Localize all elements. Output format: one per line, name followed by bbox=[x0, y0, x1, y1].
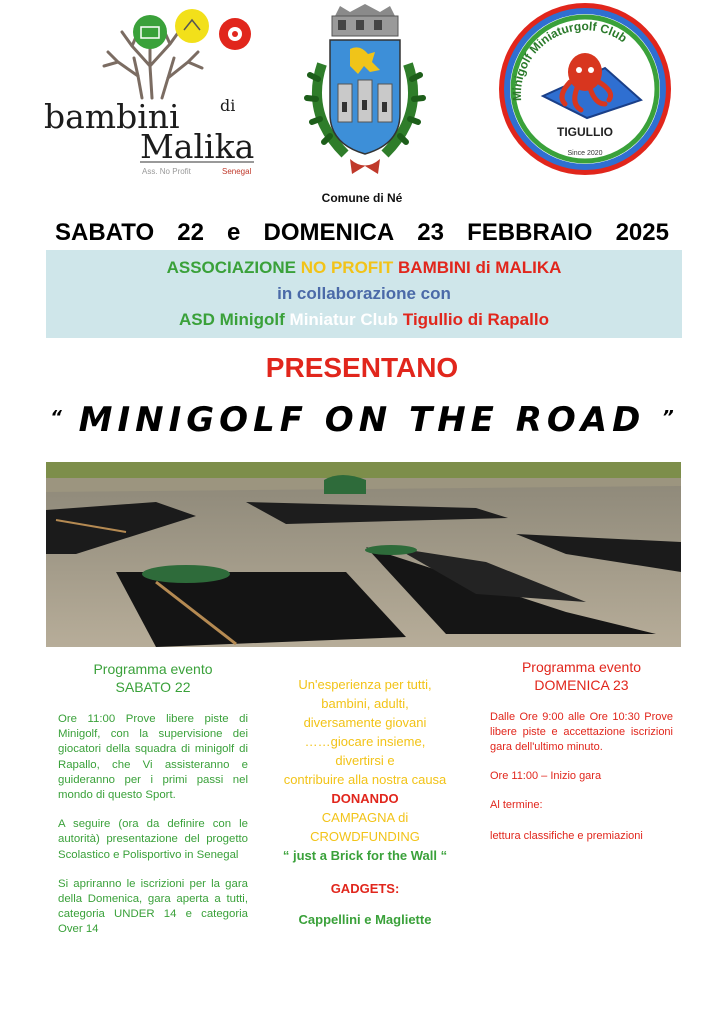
date-word: FEBBRAIO bbox=[467, 219, 593, 246]
campaign-label: CAMPAGNA di bbox=[321, 810, 409, 825]
sunday-paragraph-3: Al termine: bbox=[490, 799, 543, 811]
sunday-paragraph-1: Dalle Ore 9:00 alle Ore 10:30 Prove libere piste e accettazione iscrizioni gara dell'ultimo minuto. bbox=[490, 711, 673, 753]
event-dates bbox=[55, 219, 669, 247]
svg-text:Minigolf Miniaturgolf Club: Minigolf Miniaturgolf Club bbox=[509, 19, 630, 102]
saturday-paragraph-1: Ore 11:00 Prove libere piste di Minigolf, con la supervisione dei giocatori della squadra di minigolf di Rapallo, che Vi assisteranno e guideranno per i primi passi nel mondo di questo Sport. bbox=[58, 713, 248, 802]
date-word: SABATO bbox=[55, 219, 155, 246]
campaign-text-line: diversamente giovani bbox=[303, 715, 427, 730]
organizers-line-1: ASSOCIAZIONE NO PROFIT BAMBINI di MALIKA bbox=[166, 258, 562, 277]
svg-text:Ass. No Profit: Ass. No Profit bbox=[142, 167, 191, 176]
saturday-paragraph-2: A seguire (ora da definire con le autorità) presentazione del progetto Scolastico e Polisportivo in Senegal bbox=[58, 818, 248, 861]
organizers-line-3: ASD Minigolf Miniatur Club Tigullio di Rapallo bbox=[179, 310, 549, 329]
svg-text:Malika: Malika bbox=[140, 127, 255, 166]
svg-text:TIGULLIO: TIGULLIO bbox=[557, 125, 613, 139]
campaign-text-line: Un'esperienza per tutti, bbox=[298, 677, 432, 692]
date-word: DOMENICA bbox=[263, 219, 395, 246]
campaign-text-line: divertirsi e bbox=[335, 753, 395, 768]
svg-text:Since 2020: Since 2020 bbox=[567, 150, 603, 157]
date-word: 23 bbox=[417, 219, 444, 246]
svg-text:Senegal: Senegal bbox=[222, 167, 252, 176]
gadgets-items: Cappellini e Magliette bbox=[298, 912, 432, 927]
donando-label: DONANDO bbox=[331, 791, 399, 806]
svg-text:bambini: bambini bbox=[44, 97, 180, 136]
organizers-band bbox=[46, 250, 682, 338]
sunday-paragraph-4: lettura classifiche e premiazioni bbox=[490, 830, 643, 842]
sunday-program bbox=[490, 658, 673, 844]
event-title: “ MINIGOLF ON THE ROAD ” bbox=[50, 400, 674, 440]
sunday-paragraph-2: Ore 11:00 – Inizio gara bbox=[490, 770, 602, 782]
date-word: 2025 bbox=[615, 219, 669, 246]
campaign-text-line: bambini, adulti, bbox=[321, 696, 409, 711]
saturday-date: SABATO 22 bbox=[115, 679, 191, 695]
campaign-text-line: contribuire alla nostra causa bbox=[283, 772, 447, 787]
sunday-heading: Programma evento bbox=[521, 659, 642, 675]
saturday-paragraph-3: Si apriranno le iscrizioni per la gara della Domenica, gara aperta a tutti, categoria UNDER 14 e categoria Over 14 bbox=[58, 877, 248, 936]
campaign-text-line: ……giocare insieme, bbox=[304, 734, 426, 749]
gadgets-heading: GADGETS: bbox=[330, 881, 400, 896]
book-icon bbox=[133, 15, 167, 49]
octopus-icon bbox=[568, 53, 602, 91]
hand-icon bbox=[175, 9, 209, 43]
minigolf-course-photo bbox=[46, 462, 681, 647]
comune-coat-of-arms bbox=[300, 4, 430, 179]
date-word: 22 bbox=[177, 219, 204, 246]
sunday-date: DOMENICA 23 bbox=[534, 677, 629, 693]
date-word: e bbox=[227, 219, 241, 246]
presentano-heading: PRESENTANO bbox=[265, 352, 459, 383]
organizers-line-2: in collaborazione con bbox=[277, 284, 451, 303]
minigolf-club-tigullio-logo bbox=[495, 0, 675, 178]
saturday-heading: Programma evento bbox=[93, 661, 213, 677]
brick-slogan: “ just a Brick for the Wall “ bbox=[282, 848, 448, 863]
crowdfunding-label: CROWDFUNDING bbox=[310, 829, 420, 844]
campaign-section bbox=[262, 675, 468, 929]
saturday-program bbox=[58, 660, 248, 938]
bambini-di-malika-logo bbox=[42, 6, 256, 176]
comune-label: Comune di Né bbox=[321, 191, 403, 205]
svg-text:di: di bbox=[220, 96, 236, 115]
